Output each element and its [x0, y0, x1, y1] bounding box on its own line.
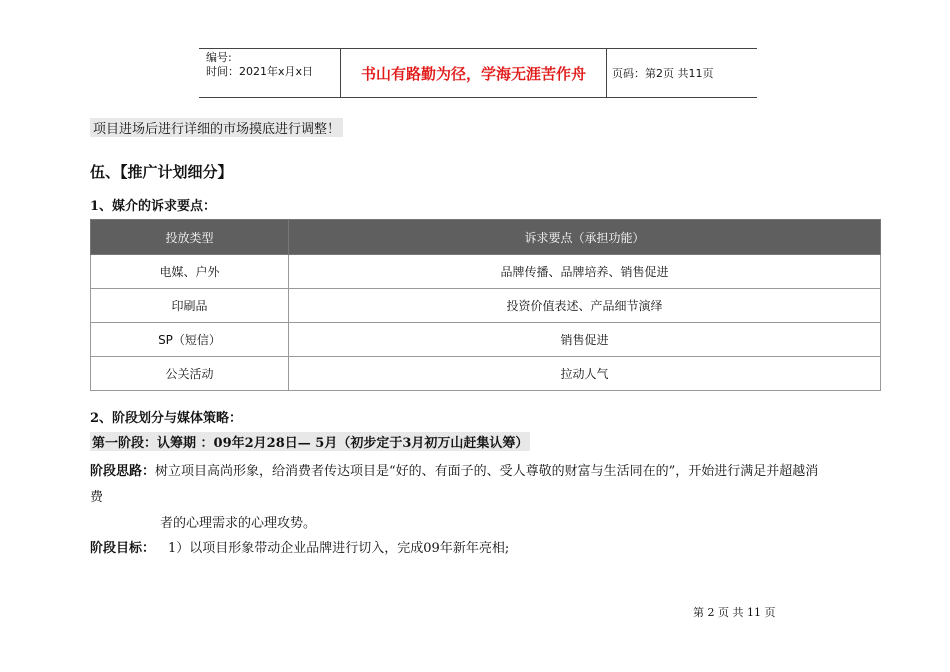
phase-one-heading: 第一阶段：认筹期 ：09年2月28日— 5月（初步定于3月初万山赶集认筹）: [90, 432, 530, 451]
table-row: [91, 323, 881, 357]
header-time: 时间：2021年x月x日: [206, 65, 314, 78]
subsection-media-title: 1、媒介的诉求要点：: [90, 199, 217, 214]
header-motto: 书山有路勤为径，学海无涯苦作舟: [340, 49, 607, 97]
page-footer: 第 2 页 共 11 页: [693, 606, 776, 619]
table-header-cell: 投放类型: [91, 220, 289, 255]
subsection-phase-title: 2、阶段划分与媒体策略：: [90, 411, 243, 426]
table-row: [91, 357, 881, 391]
table-cell: 销售促进: [289, 323, 881, 357]
header-page-code: 页码：第2页 共11页: [612, 67, 714, 80]
phase-idea-wrap: 费: [90, 490, 104, 505]
table-row: [91, 289, 881, 323]
section-title: 伍、【推广计划细分】: [90, 163, 233, 181]
phase-idea-text: 树立项目高尚形象，给消费者传达项目是“好的、有面子的、受人尊敬的财富与生活同在的”，开始进行满足并超越消: [155, 464, 819, 479]
table-cell: 拉动人气: [289, 357, 881, 391]
header-number: 编号:: [206, 51, 232, 64]
phase-goal-text: 1）以项目形象带动企业品牌进行切入，完成09年新年亮相;: [168, 541, 510, 556]
header-meta: [199, 49, 340, 97]
table-cell: 公关活动: [91, 357, 289, 391]
table-header-cell: 诉求要点（承担功能）: [289, 220, 881, 255]
phase-goal: [90, 537, 509, 556]
table-cell: 品牌传播、品牌培养、销售促进: [289, 255, 881, 289]
phase-idea-label: 阶段思路：: [90, 464, 156, 479]
table-cell: SP（短信）: [91, 323, 289, 357]
intro-text: 项目进场后进行详细的市场摸底进行调整！: [90, 118, 343, 137]
table-cell: 投资价值表述、产品细节演绎: [289, 289, 881, 323]
table-header-row: [91, 220, 881, 255]
table-row: [91, 255, 881, 289]
table-cell: 印刷品: [91, 289, 289, 323]
phase-goal-label: 阶段目标：: [90, 541, 156, 556]
phase-idea-continued: 者的心理需求的心理攻势。: [160, 516, 317, 531]
phase-idea: [90, 460, 818, 479]
page-header: [199, 48, 757, 98]
table-cell: 电媒、户外: [91, 255, 289, 289]
media-table: [90, 219, 881, 391]
